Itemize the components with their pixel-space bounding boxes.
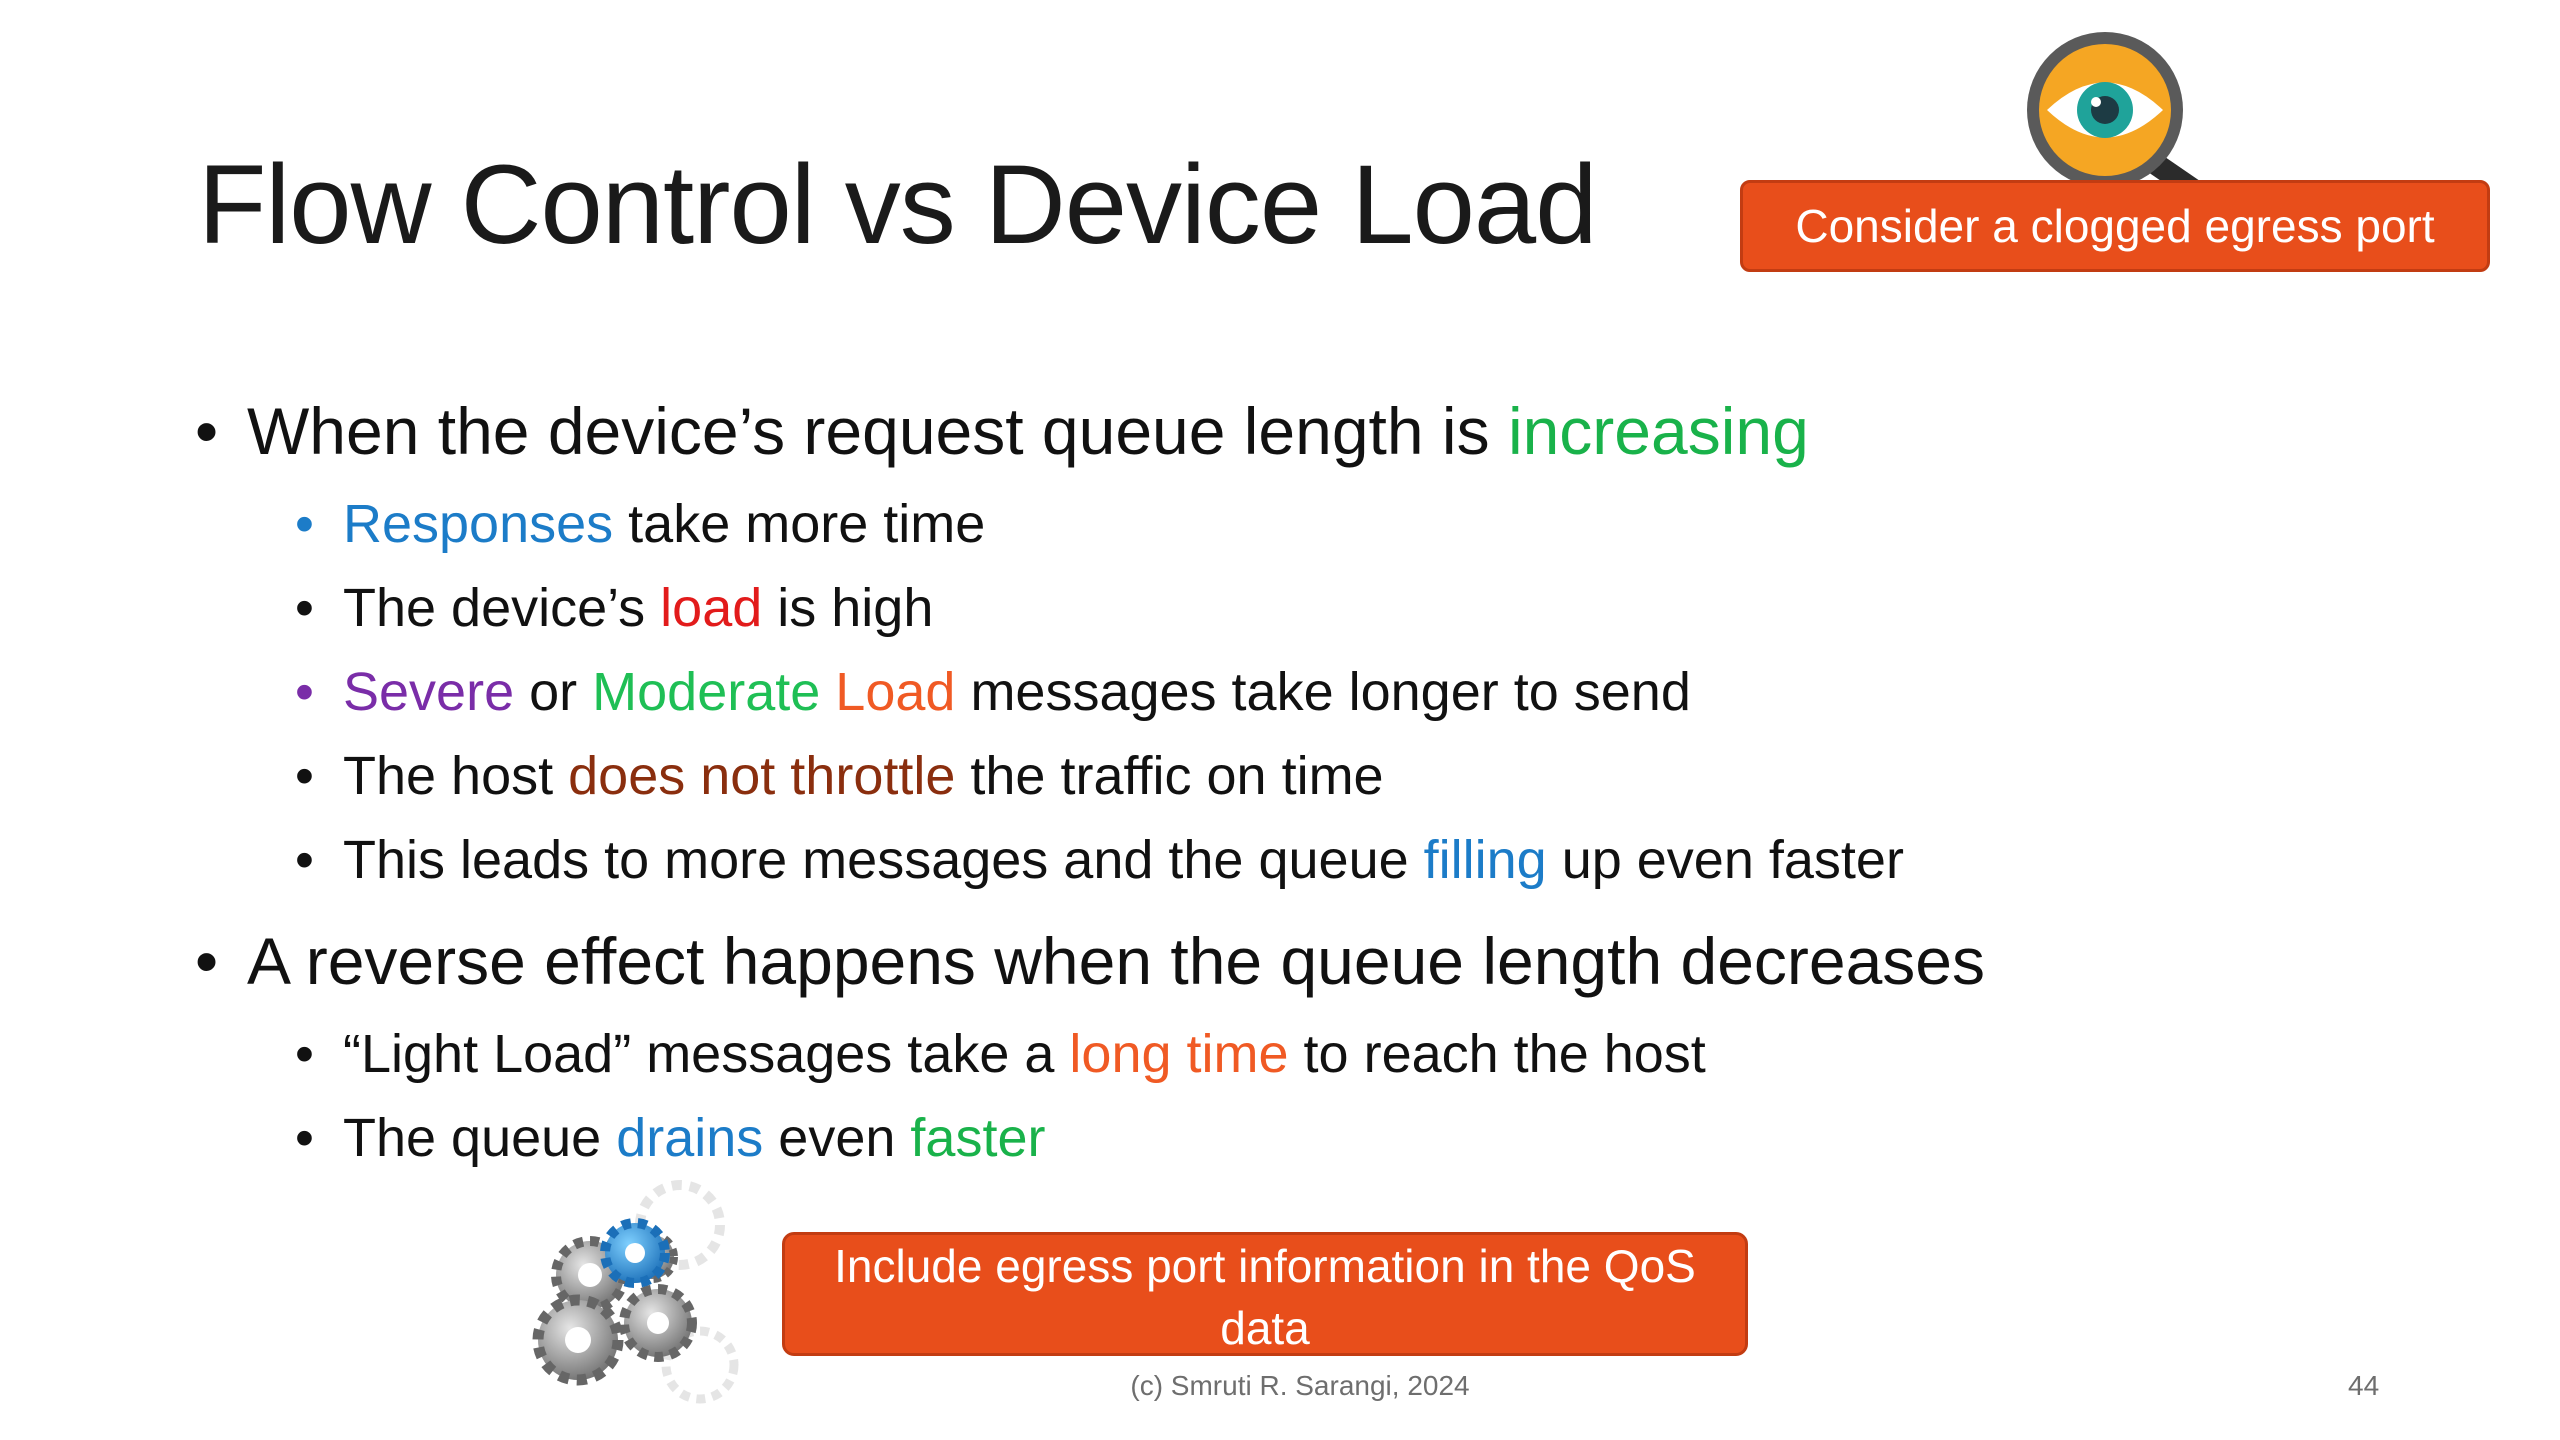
highlight-load: load: [660, 578, 763, 638]
bullet-marker: •: [295, 1108, 314, 1168]
bullet-level2: [195, 734, 2395, 818]
bullet-level2: [195, 650, 2395, 734]
highlight-moderate-load: Load: [835, 662, 956, 722]
bullet-level2: [195, 1012, 2395, 1096]
slide-footer: (c) Smruti R. Sarangi, 2024: [1130, 1370, 1470, 1401]
bullet-level1: [195, 390, 2395, 472]
bullet-marker: •: [295, 1024, 314, 1084]
highlight-long-time: long time: [1069, 1024, 1289, 1084]
bullet-text: or: [514, 662, 593, 722]
bullet-text: is high: [762, 578, 934, 638]
bullet-text: This leads to more messages and the queue: [343, 830, 1424, 890]
highlight-moderate: Moderate: [592, 662, 821, 722]
bullet-marker: •: [295, 830, 314, 890]
bullet-text: The queue: [343, 1108, 617, 1168]
bullet-text: messages take longer to send: [955, 662, 1691, 722]
bullet-level2: [195, 1096, 2395, 1180]
bullet-text: A reverse effect happens when the queue length decreases: [247, 924, 1986, 998]
highlight-severe: Severe: [343, 662, 515, 722]
bullet-text: The host: [343, 746, 569, 806]
bullet-text: “Light Load” messages take a: [343, 1024, 1070, 1084]
callout-clogged-egress: Consider a clogged egress port: [1740, 180, 2490, 272]
bullet-text: When the device’s request queue length is: [247, 394, 1508, 468]
bullet-marker: •: [295, 578, 314, 638]
highlight-filling: filling: [1423, 830, 1547, 890]
highlight-does-not-throttle: does not throttle: [568, 746, 956, 806]
bullet-list: [195, 390, 2395, 1180]
bullet-text: take more time: [613, 494, 986, 554]
bullet-marker: •: [195, 394, 219, 468]
bullet-text: The device’s: [343, 578, 661, 638]
callout-include-egress: Include egress port information in the QoS data: [782, 1232, 1748, 1356]
bullet-marker: •: [295, 494, 314, 554]
highlight-drains: drains: [616, 1108, 764, 1168]
bullet-level1: [195, 920, 2395, 1002]
bullet-level2: [195, 566, 2395, 650]
gears-icon: [530, 1175, 745, 1405]
bullet-marker: •: [295, 746, 314, 806]
highlight-increasing: increasing: [1507, 394, 1809, 468]
bullet-level2: [195, 482, 2395, 566]
slide-title: Flow Control vs Device Load: [198, 142, 1597, 267]
bullet-marker: •: [195, 924, 219, 998]
page-number: 44: [2348, 1370, 2380, 1401]
bullet-text: the traffic on time: [955, 746, 1384, 806]
highlight-responses: Responses: [343, 494, 614, 554]
bullet-marker: •: [295, 662, 314, 722]
bullet-level2: [195, 818, 2395, 902]
bullet-text: even: [763, 1108, 911, 1168]
highlight-faster: faster: [910, 1108, 1046, 1168]
bullet-text: up even faster: [1546, 830, 1904, 890]
bullet-text: to reach the host: [1288, 1024, 1706, 1084]
